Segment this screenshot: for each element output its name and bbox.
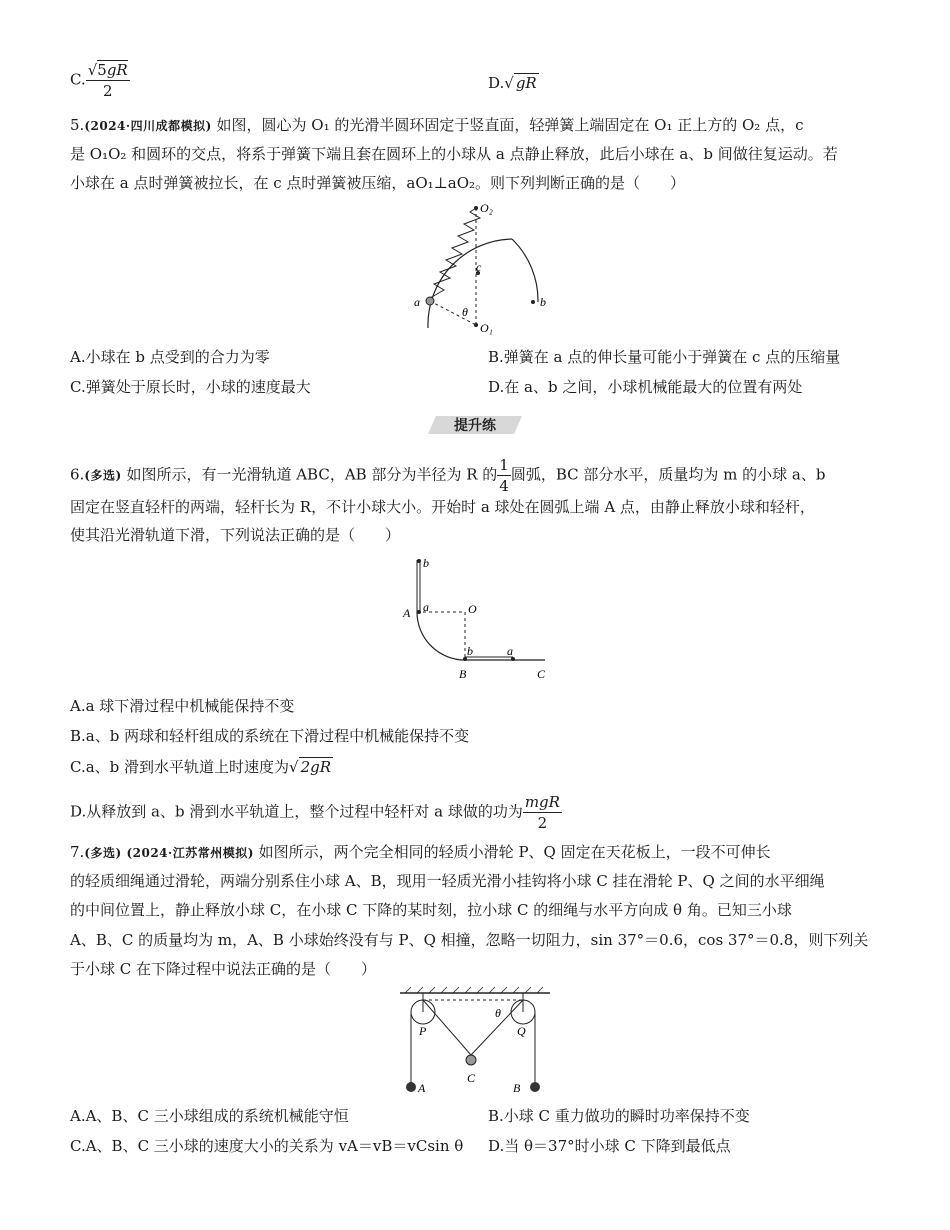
q5-line3: 小球在 a 点时弹簧被拉长，在 c 点时弹簧被压缩，aO₁⊥aO₂。则下列判断正确的是（ ）: [70, 174, 686, 192]
q6-fig-O: O: [468, 602, 477, 616]
q5-option-d: D.在 a、b 之间，小球机械能最大的位置有两处: [488, 378, 803, 396]
q7-option-b: B.小球 C 重力做功的瞬时功率保持不变: [488, 1107, 750, 1125]
q5-figure: [400, 198, 570, 338]
q6-line3: 使其沿光滑轨道下滑，下列说法正确的是（ ）: [70, 526, 401, 544]
q5-option-c: C.弹簧处于原长时，小球的速度最大: [70, 378, 311, 396]
q6-option-c: C.a、b 滑到水平轨道上时速度为√ 2gR: [70, 758, 332, 776]
q7-line4: A、B、C 的质量均为 m，A、B 小球始终没有与 P、Q 相撞，忽略一切阻力，sin 37°＝0.6，cos 37°＝0.8，则下列关: [70, 931, 869, 949]
section-banner: [428, 414, 522, 436]
q6-line1: 6.(多选) 如图所示，有一光滑轨道 ABC，AB 部分为半径为 R 的 $\frac{1}{4}$ 圆弧，BC 部分水平，质量均为 m 的小球 a、b: [70, 456, 826, 495]
prev-option-c-fraction: $\frac{√5gR}{2}$: [87, 61, 128, 100]
q6-fig-B: B: [459, 667, 467, 681]
q5-fig-O2: O₂: [480, 201, 493, 215]
q5-option-a: A.小球在 b 点受到的合力为零: [70, 348, 270, 366]
q7-option-c: C.A、B、C 三小球的速度大小的关系为 vA＝vB＝vCsin θ: [70, 1137, 464, 1155]
q7-fig-P: P: [419, 1024, 427, 1038]
q5-fig-O1: O₁: [480, 321, 493, 335]
prev-option-d: D.√ gR: [488, 74, 537, 92]
q5-line1: 5.(2024·四川成都模拟) 如图，圆心为 O₁ 的光滑半圆环固定于竖直面，轻弹簧上端固定在 O₁ 正上方的 O₂ 点，c: [70, 116, 804, 134]
q7-figure: [395, 985, 555, 1100]
prev-option-c: C. $\frac{√5gR}{2}$: [70, 61, 128, 100]
q7-line2: 的轻质细绳通过滑轮，两端分别系住小球 A、B，现用一轻质光滑小挂钩将小球 C 挂在滑轮 P、Q 之间的水平细绳: [70, 872, 825, 890]
q5-line2: 是 O₁O₂ 和圆环的交点，将系于弹簧下端且套在圆环上的小球从 a 点静止释放，此后小球在 a、b 间做往复运动。若: [70, 145, 838, 163]
q7-fig-C: C: [467, 1071, 476, 1085]
q6-figure: [395, 555, 555, 685]
q5-fig-c: c: [476, 260, 482, 274]
q7-fig-B: B: [513, 1081, 521, 1095]
q7-fig-Q: Q: [517, 1024, 526, 1038]
q6-fig-C: C: [537, 667, 546, 681]
q7-option-a: A.A、B、C 三小球组成的系统机械能守恒: [70, 1107, 349, 1125]
q7-line3: 的中间位置上，静止释放小球 C，在小球 C 下降的某时刻，拉小球 C 的细绳与水平方向成 θ 角。已知三小球: [70, 901, 792, 919]
q7-fig-theta: θ: [495, 1006, 501, 1020]
q7-fig-A: A: [418, 1081, 426, 1095]
q5-option-b: B.弹簧在 a 点的伸长量可能小于弹簧在 c 点的压缩量: [488, 348, 841, 366]
q5-fig-theta: θ: [462, 305, 468, 319]
q7-option-d: D.当 θ＝37°时小球 C 下降到最低点: [488, 1137, 731, 1155]
q6-fig-a-bottom: a: [507, 644, 513, 658]
q6-option-d-fraction: $\frac{\text{mgR}}{2}$: [524, 793, 560, 832]
q7-line5: 于小球 C 在下降过程中说法正确的是（ ）: [70, 960, 377, 978]
q6-fig-A: A: [403, 606, 411, 620]
q6-fig-a-left: a: [423, 600, 429, 614]
q6-line2: 固定在竖直轻杆的两端，轻杆长为 R，不计小球大小。开始时 a 球处在圆弧上端 A 点，由静止释放小球和轻杆，: [70, 498, 815, 516]
q6-option-a: A.a 球下滑过程中机械能保持不变: [70, 697, 295, 715]
q5-fig-b: b: [540, 295, 546, 309]
q6-fig-b-top: b: [423, 556, 429, 570]
q6-fig-b-bottom: b: [467, 644, 473, 658]
q5-fig-a: a: [414, 295, 420, 309]
section-banner-label: 提升练: [454, 418, 496, 434]
q6-option-b: B.a、b 两球和轻杆组成的系统在下滑过程中机械能保持不变: [70, 727, 470, 745]
q6-option-d: D.从释放到 a、b 滑到水平轨道上，整个过程中轻杆对 a 球做的功为 $\frac{\text{mgR}}{2}$: [70, 793, 560, 832]
q7-line1: 7.(多选) (2024·江苏常州模拟) 如图所示，两个完全相同的轻质小滑轮 P、Q 固定在天花板上，一段不可伸长: [70, 843, 771, 861]
q6-quarter-fraction: $\frac{1}{4}$: [499, 456, 509, 495]
